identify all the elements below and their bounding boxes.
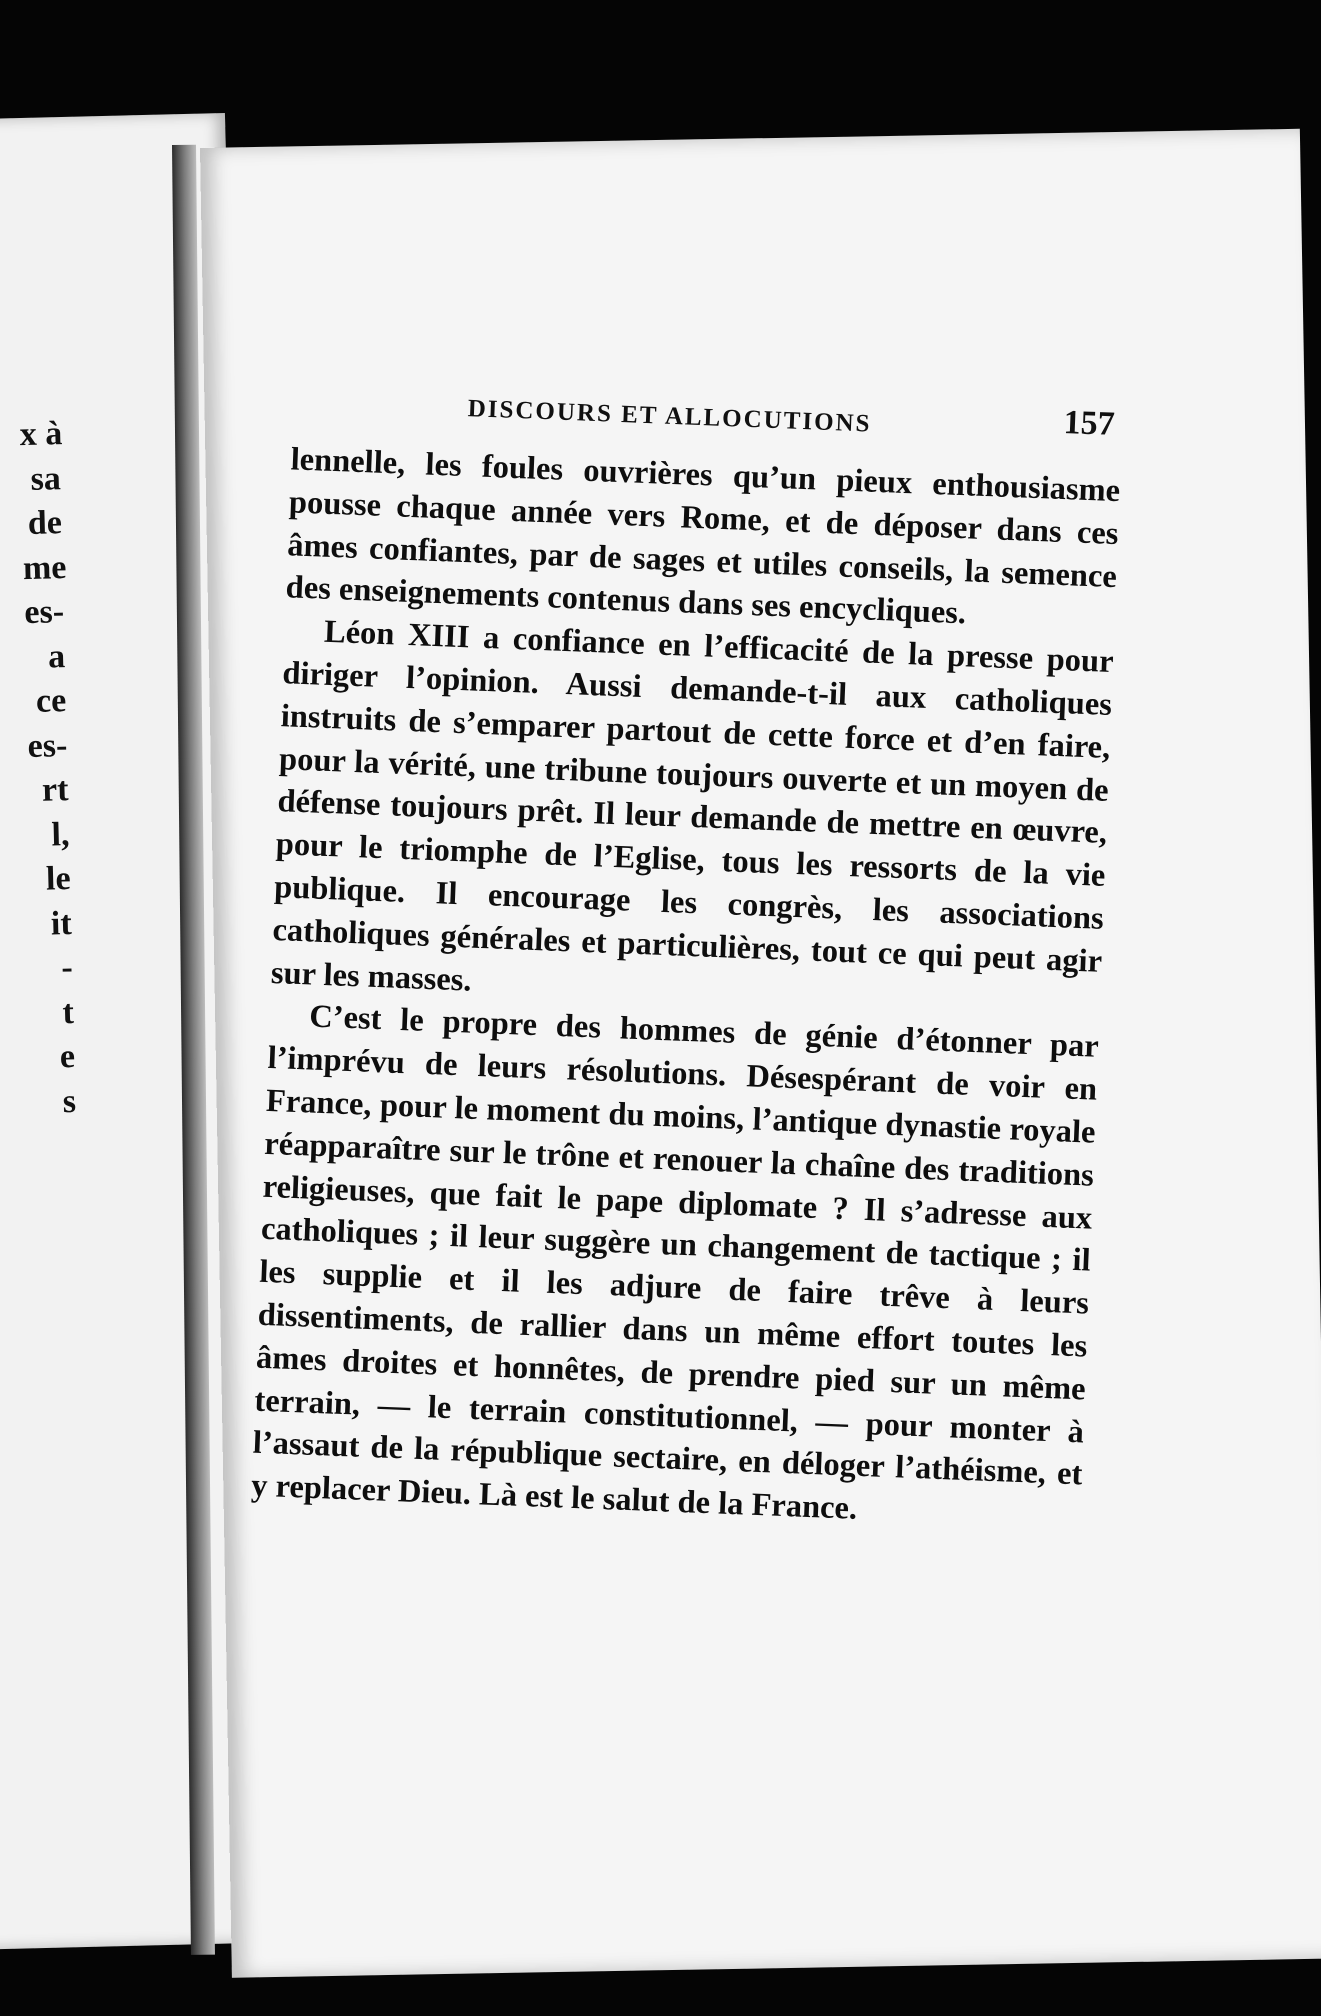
right-page (200, 129, 1321, 1978)
left-fragment-line: it (50, 904, 73, 943)
left-fragment-line: le (45, 860, 72, 898)
body-text (250, 438, 1120, 1539)
paragraph: Léon XIII a confiance en l’efficacité de la presse pour diriger l’opinion. Aussi demande-t-il aux catholiques instruits de s’emparer partout de cette force et d’en faire, pour la vérité, une tribune toujours ouverte et un moyen de défense toujours prêt. Il leur demande de mettre en œuvre, pour le triomphe de l’Eglise, tous les ressorts de la vie publique. Il encourage les congrès, les associations catholiques générales et particulières, tout ce qui peut agir sur les masses. (270, 613, 1115, 999)
paragraph: C’est le propre des hommes de génie d’étonner par l’imprévu de leurs résolutions. Désespérant de voir en France, pour le moment du moins, l’antique dynastie royale réapparaître sur le trône et renouer la chaîne des traditions religieuses, que fait le pape diplomate ? Il s’adresse aux catholiques ; il leur suggère un changement de tactique ; il les supplie et il les adjure de faire trêve à leurs dissentiments, de rallier dans un même effort toutes les âmes droites et honnêtes, de prendre pied sur un même terrain, — le terrain constitutionnel, — pour monter à l’assaut de la république sectaire, en déloger l’athéisme, et y replacer Dieu. Là est le salut de la France. (250, 998, 1100, 1527)
left-fragment-line: s (62, 1082, 77, 1120)
left-fragment-line: es- (27, 726, 68, 765)
left-fragment-line: de (27, 504, 63, 542)
page-text-block (250, 374, 1123, 1539)
left-fragment-line: me (22, 548, 67, 587)
left-fragment-line: es- (23, 593, 65, 632)
left-fragment-line: ce (35, 682, 67, 720)
left-fragment-line: l, (51, 815, 70, 853)
running-title: DISCOURS ET ALLOCUTIONS (467, 395, 872, 438)
left-fragment-line: a (47, 637, 66, 676)
left-fragment-line: rt (41, 771, 69, 809)
left-fragment-line: t (62, 993, 75, 1031)
left-fragment-line: e (59, 1037, 76, 1076)
page-number: 157 (1062, 403, 1116, 443)
left-fragment-line: x à (19, 415, 63, 454)
left-fragment-line: sa (30, 459, 62, 498)
paragraph: lennelle, les foules ouvrières qu’un pieux enthousiasme pousse chaque année vers Rome, et de déposer dans ces âmes confiantes, par de sages et utiles conseils, la semence des enseignements contenus dans ses encycliques. (285, 441, 1121, 632)
left-fragment-line: - (60, 949, 74, 987)
